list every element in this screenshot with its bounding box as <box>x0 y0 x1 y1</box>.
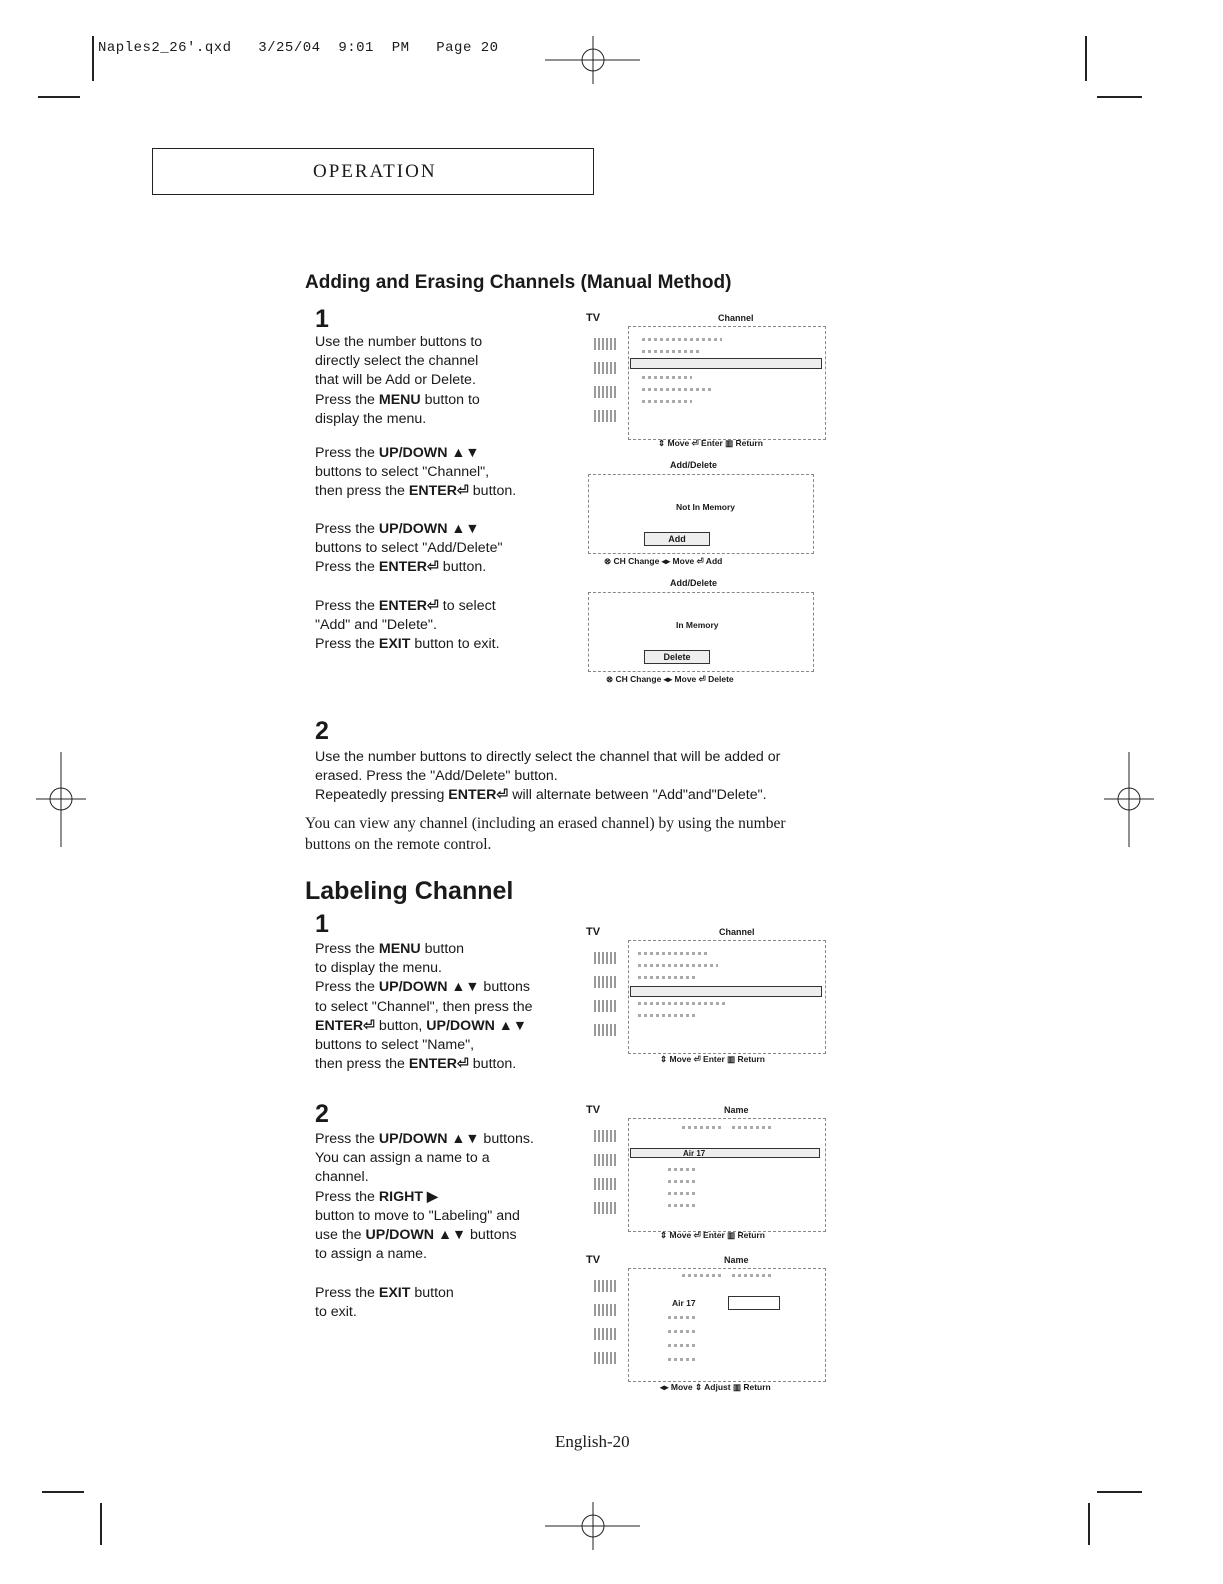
registration-mark-right <box>1104 752 1154 847</box>
step-number: 1 <box>315 910 329 938</box>
text-line: Press the UP/DOWN ▲▼ <box>315 445 480 461</box>
osd-tv-label: TV <box>586 1104 601 1116</box>
selected-channel: Air 17 <box>672 1298 696 1308</box>
adding-step2-text <box>315 748 780 806</box>
menu-icon <box>594 1202 616 1214</box>
osd-channel-menu <box>572 312 832 452</box>
text-line: then press the ENTER⏎ button. <box>315 1056 517 1073</box>
registration-mark-bottom <box>545 1502 640 1550</box>
osd-title: Name <box>724 1105 749 1115</box>
text-line: You can assign a name to a <box>315 1150 490 1167</box>
text-line: Press the MENU button to <box>315 391 480 408</box>
text-line: use the UP/DOWN ▲▼ buttons <box>315 1227 517 1244</box>
osd-name-labeling <box>572 1254 832 1394</box>
adding-note <box>305 813 786 855</box>
text-line: that will be Add or Delete. <box>315 372 476 389</box>
text-line: erased. Press the "Add/Delete" button. <box>315 768 558 785</box>
text-line: Press the EXIT button to exit. <box>315 636 500 653</box>
text-line: Press the UP/DOWN ▲▼ buttons. <box>315 1131 534 1147</box>
memory-status: Not In Memory <box>676 502 736 512</box>
text-line: Press the MENU button <box>315 941 465 957</box>
print-slug: Naples2_26'.qxd 3/25/04 9:01 PM Page 20 <box>98 40 499 56</box>
menu-icon <box>594 1024 616 1036</box>
labeling-step2-exit <box>315 1284 454 1322</box>
text-line: channel. <box>315 1169 369 1186</box>
text-line: Use the number buttons to directly select the channel that will be added or <box>315 749 781 765</box>
menu-icon <box>594 410 616 422</box>
text-line: to assign a name. <box>315 1246 427 1263</box>
osd-help-bar: ◂▸ Move ⇕ Adjust ▥ Return <box>660 1382 771 1392</box>
text-line: Press the RIGHT ▶ <box>315 1188 438 1205</box>
text-line: buttons to select "Add/Delete" <box>315 540 503 557</box>
text-line: "Add" and "Delete". <box>315 617 437 634</box>
text-line: to select "Channel", then press the <box>315 998 533 1015</box>
text-line: then press the ENTER⏎ button. <box>315 483 517 500</box>
crop-mark <box>1097 1491 1142 1493</box>
registration-mark-top <box>545 36 640 84</box>
osd-tv-label: TV <box>586 312 601 324</box>
menu-icon <box>594 1352 616 1364</box>
menu-icon <box>594 952 616 964</box>
labeling-step2-text <box>315 1130 534 1264</box>
crop-mark <box>1097 96 1142 98</box>
osd-help-bar: ⇕ Move ⏎ Enter ▥ Return <box>658 438 763 448</box>
label-cursor <box>728 1296 780 1310</box>
text-line: Repeatedly pressing ENTER⏎ will alternate between "Add"and"Delete". <box>315 787 767 804</box>
osd-title: Add/Delete <box>670 460 718 470</box>
menu-icon <box>594 1130 616 1142</box>
text-line: to display the menu. <box>315 960 442 977</box>
crop-mark <box>1085 36 1087 81</box>
osd-title: Channel <box>718 313 754 323</box>
labeling-title: Labeling Channel <box>305 877 514 905</box>
menu-icon <box>594 1000 616 1012</box>
section-title: OPERATION <box>313 161 437 182</box>
text-line: ENTER⏎ button, UP/DOWN ▲▼ <box>315 1017 527 1034</box>
text-line: to exit. <box>315 1304 357 1321</box>
menu-icon <box>594 362 616 374</box>
text-line: Press the ENTER⏎ to select <box>315 598 496 614</box>
menu-icon <box>594 1280 616 1292</box>
adding-title: Adding and Erasing Channels (Manual Method) <box>305 272 732 293</box>
osd-add-delete <box>588 458 818 570</box>
osd-help-bar: ⊗ CH Change ◂▸ Move ⏎ Delete <box>606 674 734 684</box>
labeling-step1-text <box>315 940 533 1074</box>
menu-icon <box>594 386 616 398</box>
menu-icon <box>594 1304 616 1316</box>
text-line: buttons to select "Channel", <box>315 464 490 481</box>
adding-step1-p4 <box>315 597 500 655</box>
adding-step1-p2 <box>315 444 516 502</box>
menu-icon <box>594 1328 616 1340</box>
step-number: 2 <box>315 1100 329 1128</box>
delete-option: Delete <box>644 650 710 664</box>
menu-highlight <box>630 986 822 997</box>
text-line: buttons to select "Name", <box>315 1037 475 1054</box>
text-line: You can view any channel (including an erased channel) by using the number <box>305 815 786 832</box>
text-line: Press the UP/DOWN ▲▼ <box>315 521 480 537</box>
text-line: directly select the channel <box>315 353 479 370</box>
crop-mark <box>92 36 94 81</box>
page-footer: English-20 <box>555 1432 630 1451</box>
text-line: Press the ENTER⏎ button. <box>315 559 487 576</box>
menu-icon <box>594 1178 616 1190</box>
osd-title: Name <box>724 1255 749 1265</box>
menu-icon <box>594 338 616 350</box>
osd-title: Channel <box>719 927 755 937</box>
section-header <box>152 148 594 195</box>
osd-name-menu <box>572 1104 832 1244</box>
add-option: Add <box>644 532 710 546</box>
step-number: 1 <box>315 305 329 333</box>
osd-tv-label: TV <box>586 926 601 938</box>
name-highlight: Air 17 <box>630 1148 820 1158</box>
menu-highlight <box>630 358 822 369</box>
text-line: display the menu. <box>315 410 427 427</box>
text-line: Press the EXIT button <box>315 1285 454 1301</box>
osd-help-bar: ⇕ Move ⏎ Enter ▥ Return <box>660 1230 765 1240</box>
menu-icon <box>594 1154 616 1166</box>
osd-help-bar: ⇕ Move ⏎ Enter ▥ Return <box>660 1054 765 1064</box>
registration-mark-left <box>36 752 86 847</box>
osd-channel-menu <box>572 926 832 1066</box>
osd-add-delete <box>588 574 818 686</box>
crop-mark <box>38 96 80 98</box>
crop-mark <box>1088 1503 1090 1545</box>
osd-tv-label: TV <box>586 1254 601 1266</box>
text-line: buttons on the remote control. <box>305 836 492 853</box>
crop-mark <box>42 1491 84 1493</box>
step-number: 2 <box>315 717 329 745</box>
crop-mark <box>100 1503 102 1545</box>
text-line: Use the number buttons to <box>315 334 483 350</box>
osd-help-bar: ⊗ CH Change ◂▸ Move ⏎ Add <box>604 556 723 566</box>
osd-title: Add/Delete <box>670 578 718 588</box>
memory-status: In Memory <box>676 620 719 630</box>
text-line: button to move to "Labeling" and <box>315 1207 520 1224</box>
text-line: Press the UP/DOWN ▲▼ buttons <box>315 979 530 996</box>
adding-step1-p1 <box>315 333 482 429</box>
adding-step1-p3 <box>315 520 503 578</box>
menu-icon <box>594 976 616 988</box>
